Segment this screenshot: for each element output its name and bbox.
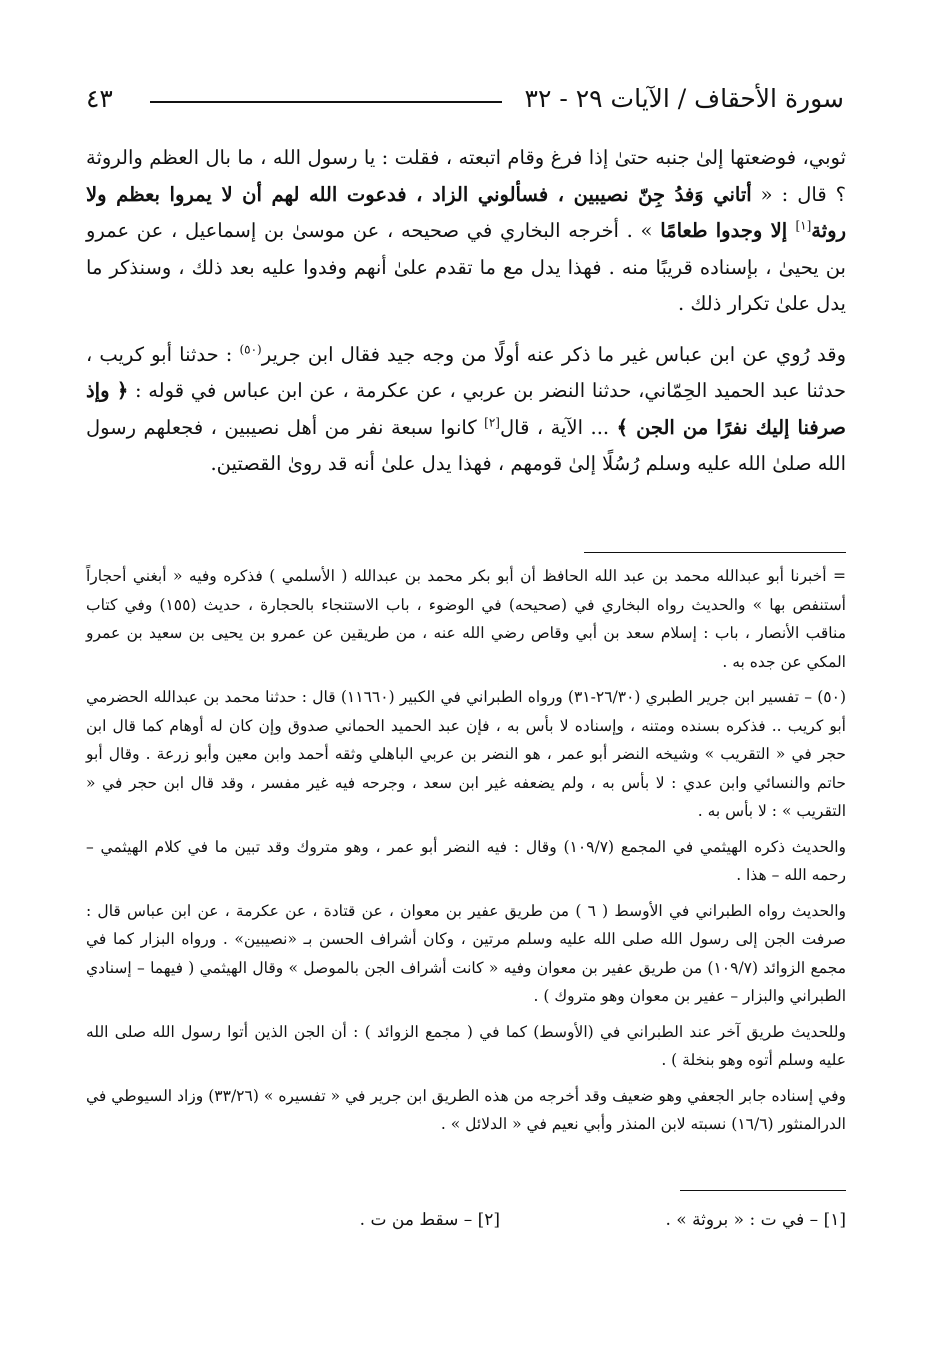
footnote-continued: = أخبرنا أبو عبدالله محمد بن عبد الله الحافظ أن أبو بكر محمد بن عبدالله ( الأسلمي ) فذكره وفيه « أبغني أحجاراً أستنفص بها » والحديث رواه البخاري في (صحيحه) في الوضوء ، باب الاستنجاء بالحجارة ، حديث (١٥٥) وفي كتاب مناقب الأنصار ، باب : إسلام سعد بن أبي وقاص رضي الله عنه ، من طريقين عن عمرو بن يحيى بن سعيد بن عمرو المكي عن جده به .	[86, 567, 846, 671]
text-segment: » . أخرجه البخاري في صحيحه ، عن موسىٰ بن إسماعيل ، عن عمرو بن يحيىٰ ، بإسناده قريبًا منه . فهذا يدل مع ما تقدم علىٰ أنهم وفدوا عليه بعد ذلك ، وسنذكر ما يدل علىٰ تكرار ذلك .	[86, 219, 846, 315]
hadith-quote-end: إلا وجدوا طعامًا	[660, 219, 796, 242]
text-segment: ثوبي، فوضعتها إلىٰ جنبه حتىٰ إذا فرغ وقام اتبعته ، فقلت : يا رسول الله ، ما بال العظم والروثة ؟ قال : «	[86, 146, 847, 206]
footnote-ref-1: [١]	[795, 218, 812, 233]
manuscript-notes	[86, 1205, 846, 1235]
manuscript-note-1: [١] – في ت : « بروثة » .	[665, 1210, 846, 1230]
footnote-paragraph: وفي إسناده جابر الجعفي وهو ضعيف وقد أخرجه من هذه الطريق ابن جرير في « تفسيره » (٣٣/٢٦) وزاد السيوطي في الدرالمنثور (١٦/٦) نسبته لابن المنذر وأبي نعيم في « الدلائل » .	[86, 1086, 846, 1133]
footnotes-section	[86, 562, 846, 1139]
footnote-separator	[584, 552, 846, 553]
footnote-paragraph: والحديث ذكره الهيثمي في المجمع (١٠٩/٧) وقال : فيه النضر أبو عمر ، وهو متروك وقد تبين ما في كلام الهيثمي – رحمه الله – هذا .	[86, 837, 846, 884]
bottom-notes-separator	[680, 1190, 846, 1191]
page-number: ٤٣	[86, 84, 113, 113]
manuscript-note-2: [٢] – سقط من ت .	[359, 1210, 501, 1230]
footnote-50: (٥٠) – تفسير ابن جرير الطبري (٢٦/٣٠-٣١) ورواه الطبراني في الكبير (١١٦٦٠) قال : حدثنا محمد بن عبدالله الحضرمي أبو كريب .. فذكره بسنده ومتنه ، وإسناده لا بأس به ، فإن عبد الحميد الحماني صدوق وإن كان له أوهام كما قال ابن حجر في « التقريب » وشيخه النضر أبو عمر ، هو النضر بن عربي الباهلي وثقه أحمد وابن معين وأبو زرعة . وقال أبو حاتم والنسائي وابن عدي : لا بأس به ، ولم يضعفه غير ابن سعد ، وجرحه فيه غير مفسر ، وقد قال ابن حجر في « التقريب » : لا بأس به .	[86, 688, 847, 820]
quran-verse: ﴿ وإذ صرفنا إليك نفرًا من الجن ﴾	[86, 379, 846, 439]
text-segment: كانوا سبعة نفر من أهل نصيبين ، فجعلهم رسول الله صلىٰ الله عليه وسلم رُسُلًا إلىٰ قومهم ، فهذا يدل علىٰ أنه قد روىٰ القصتين.	[86, 415, 846, 475]
running-header-title: سورة الأحقاف / الآيات ٢٩ - ٣٢	[524, 84, 844, 113]
header-rule	[150, 101, 502, 103]
main-paragraph-2	[86, 337, 846, 483]
text-segment: وقد رُوي عن ابن عباس غير ما ذكر عنه أولًا من وجه جيد فقال ابن جرير	[261, 342, 846, 366]
footnote-ref-50: (٥٠)	[239, 342, 262, 356]
footnote-paragraph: وللحديث طريق آخر عند الطبراني في (الأوسط) كما في ( مجمع الزوائد ) : أن الجن الذين أتوا رسول الله صلى الله عليه وسلم أتوه وهو بنخلة ) .	[86, 1022, 846, 1069]
text-segment: : حدثنا أبو كريب ، حدثنا عبد الحميد الحِمّاني، حدثنا النضر بن عربي ، عن عكرمة ، عن ابن عباس في قوله :	[86, 342, 846, 402]
main-text	[86, 140, 846, 483]
main-paragraph-1	[86, 140, 846, 323]
footnote-paragraph: والحديث رواه الطبراني في الأوسط ( ٦ ) من طريق عفير بن معوان ، عن قتادة ، عن عكرمة ، عن ابن عباس قال : صرفت الجن إلى رسول الله صلى الله عليه وسلم مرتين ، وكان أشراف الحسن بـ «نصيبين» . ورواه البزار كما في مجمع الزوائد (١٠٩/٧) من طريق عفير بن معوان وفيه « كانت أشراف الجن بالموصل » وقال الهيثمي ( فيهما – إسنادي الطبراني والبزار – عفير بن معوان وهو متروك ) .	[86, 901, 847, 1005]
footnote-ref-2: [٢]	[484, 415, 500, 429]
hadith-quote: أتاني وَفدُ جِنّ نصيبين ، فسألوني الزاد ، فدعوت الله لهم أن لا يمروا بعظم ولا روثة	[86, 182, 846, 242]
text-segment: ... الآية ، قال	[499, 415, 617, 439]
